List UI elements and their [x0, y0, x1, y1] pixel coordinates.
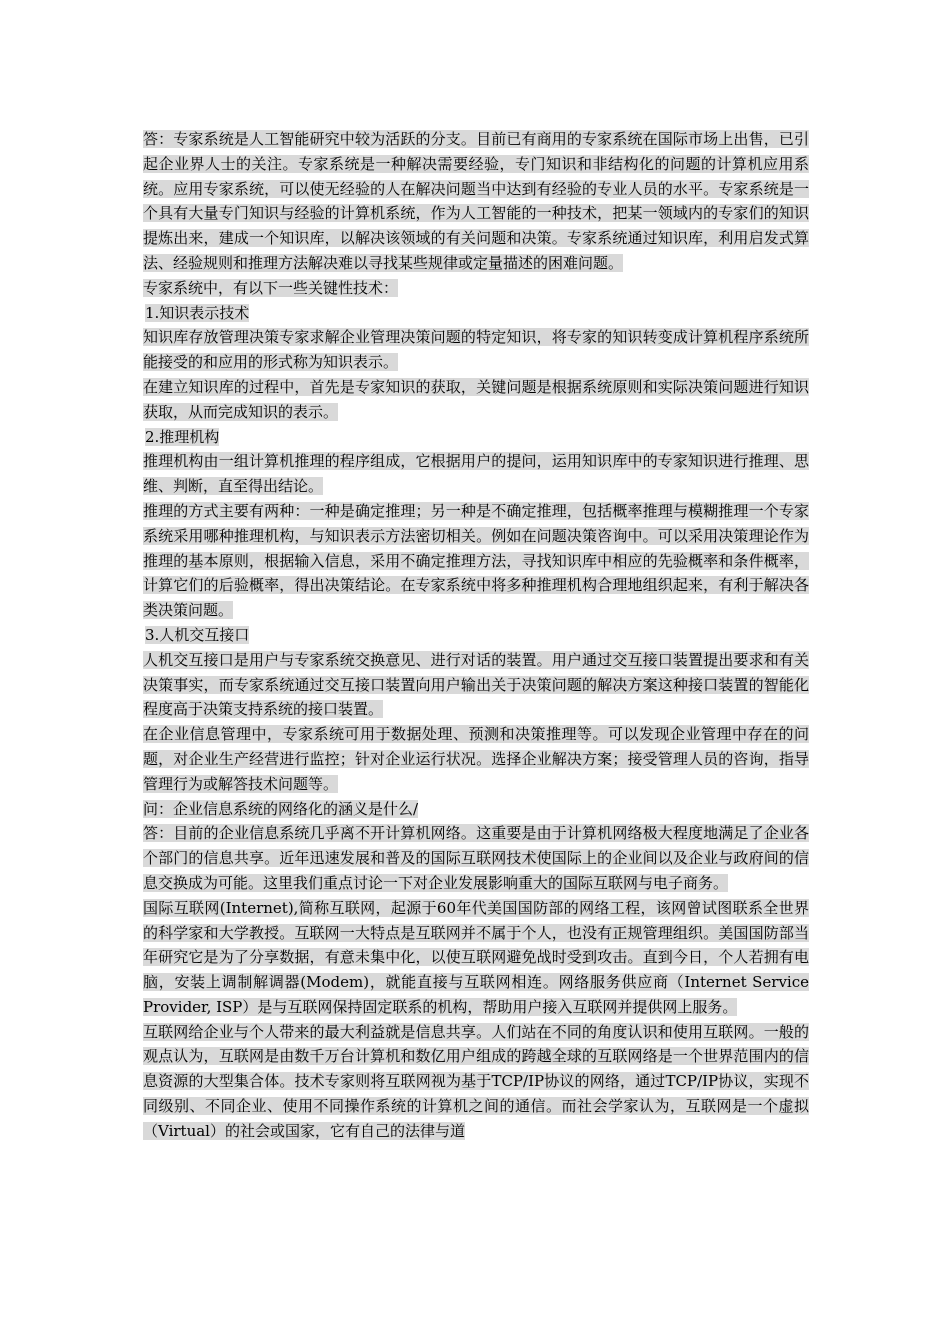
paragraph-enterprise-application [143, 722, 809, 796]
heading-text: 2.推理机构 [145, 427, 220, 446]
heading-inference-mechanism [143, 425, 809, 450]
paragraph-network-answer [143, 821, 809, 895]
paragraph-text: 在建立知识库的过程中，首先是专家知识的获取，关键问题是根据系统原则和实际决策问题进行知识获取，从而完成知识的表示。 [143, 377, 809, 421]
paragraph-knowledge-acquisition [143, 375, 809, 425]
paragraph-network-question [143, 797, 809, 822]
paragraph-inference-programs [143, 449, 809, 499]
paragraph-text: 问：企业信息系统的网络化的涵义是什么/ [143, 799, 419, 818]
heading-knowledge-representation [143, 301, 809, 326]
paragraph-internet-origin [143, 896, 809, 1020]
paragraph-key-technologies-intro [143, 276, 809, 301]
paragraph-text: 在企业信息管理中，专家系统可用于数据处理、预测和决策推理等。可以发现企业管理中存在的问题，对企业生产经营进行监控；针对企业运行状况。选择企业解决方案；接受管理人员的咨询，指导管理行为或解答技术问题等。 [143, 725, 809, 793]
paragraph-interface-device [143, 648, 809, 722]
document-page [143, 127, 809, 1144]
paragraph-text: 互联网给企业与个人带来的最大利益就是信息共享。人们站在不同的角度认识和使用互联网。一般的观点认为，互联网是由数千万台计算机和数亿用户组成的跨越全球的互联网络是一个世界范围内的信息资源的大型集合体。技术专家则将互联网视为基于TCP/IP协议的网络，通过TCP/IP协议，实现不同级别、不同企业、使用不同操作系统的计算机之间的通信。而社会学家认为，互联网是一个虚拟（Virtual）的社会或国家，它有自己的法律与道 [143, 1022, 809, 1140]
heading-text: 1.知识表示技术 [145, 303, 250, 322]
paragraph-inference-methods [143, 499, 809, 623]
paragraph-expert-system-answer [143, 127, 809, 276]
heading-text: 3.人机交互接口 [145, 625, 250, 644]
paragraph-text: 知识库存放管理决策专家求解企业管理决策问题的特定知识，将专家的知识转变成计算机程序系统所能接受的和应用的形式称为知识表示。 [143, 328, 809, 372]
paragraph-knowledge-base [143, 325, 809, 375]
paragraph-text: 专家系统中，有以下一些关键性技术： [143, 278, 399, 297]
paragraph-text: 答：目前的企业信息系统几乎离不开计算机网络。这重要是由于计算机网络极大程度地满足了企业各个部门的信息共享。近年迅速发展和普及的国际互联网技术使国际上的企业间以及企业与政府间的信息交换成为可能。这里我们重点讨论一下对企业发展影响重大的国际互联网与电子商务。 [143, 824, 809, 892]
paragraph-text: 人机交互接口是用户与专家系统交换意见、进行对话的装置。用户通过交互接口装置提出要求和有关决策事实，而专家系统通过交互接口装置向用户输出关于决策问题的解决方案这种接口装置的智能化程度高于决策支持系统的接口装置。 [143, 650, 809, 719]
paragraph-text: 推理机构由一组计算机推理的程序组成，它根据用户的提问，运用知识库中的专家知识进行推理、思维、判断，直至得出结论。 [143, 452, 809, 496]
paragraph-internet-benefits [143, 1020, 809, 1144]
heading-human-machine-interface [143, 623, 809, 648]
paragraph-text: 国际互联网(Internet),简称互联网，起源于60年代美国国防部的网络工程，该网曾试图联系全世界的科学家和大学教授。互联网一大特点是互联网并不属于个人，也没有正规管理组织。美国国防部当年研究它是为了分享数据，有意未集中化，以使互联网避免战时受到攻击。直到今日，个人若拥有电脑，安装上调制解调器(Modem)，就能直接与互联网相连。网络服务供应商（Internet Service Provider, ISP）是与互联网保持固定联系的机构，帮助用户接入互联网并提供网上服务。 [143, 898, 809, 1016]
paragraph-text: 答：专家系统是人工智能研究中较为活跃的分支。目前已有商用的专家系统在国际市场上出售，已引起企业界人士的关注。专家系统是一种解决需要经验，专门知识和非结构化的问题的计算机应用系统。应用专家系统，可以使无经验的人在解决问题当中达到有经验的专业人员的水平。专家系统是一个具有大量专门知识与经验的计算机系统，作为人工智能的一种技术，把某一领域内的专家们的知识提炼出来，建成一个知识库，以解决该领域的有关问题和决策。专家系统通过知识库，利用启发式算法、经验规则和推理方法解决难以寻找某些规律或定量描述的困难问题。 [143, 130, 809, 272]
paragraph-text: 推理的方式主要有两种：一种是确定推理；另一种是不确定推理，包括概率推理与模糊推理一个专家系统采用哪种推理机构，与知识表示方法密切相关。例如在问题决策咨询中。可以采用决策理论作为推理的基本原则，根据输入信息，采用不确定推理方法，寻找知识库中相应的先验概率和条件概率，计算它们的后验概率，得出决策结论。在专家系统中将多种推理机构合理地组织起来，有利于解决各类决策问题。 [143, 501, 809, 620]
